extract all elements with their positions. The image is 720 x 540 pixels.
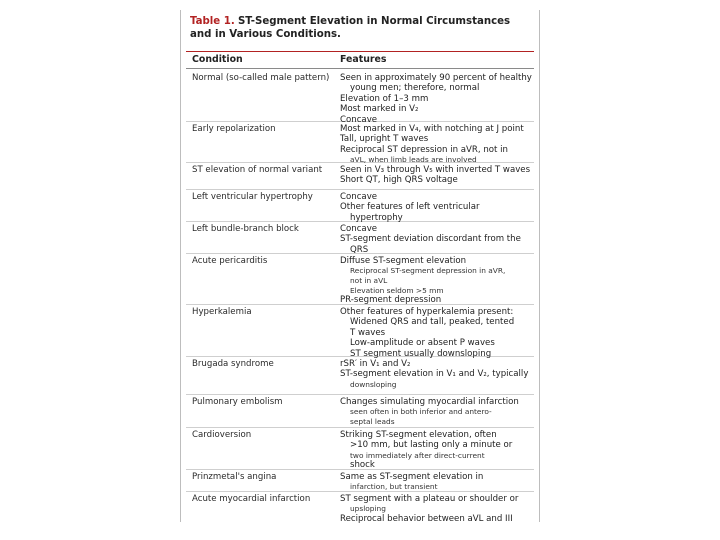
condition-cell: Hyperkalemia xyxy=(192,307,252,317)
feature-line: PR-segment depression xyxy=(340,295,442,306)
feature-line: Low-amplitude or absent P waves xyxy=(350,338,495,349)
table-row xyxy=(186,189,534,222)
features-cell xyxy=(340,224,532,255)
features-cell xyxy=(340,397,532,427)
table-row xyxy=(186,304,534,357)
feature-line: septal leads xyxy=(350,417,395,426)
feature-line: upsloping xyxy=(350,504,386,514)
features-cell xyxy=(340,256,532,306)
feature-line: seen often in both inferior and antero- xyxy=(350,407,492,417)
feature-line: Reciprocal ST depression in aVR, not in xyxy=(340,144,508,155)
feature-line: Elevation seldom >5 mm xyxy=(350,285,444,295)
feature-line: Elevation of 1–3 mm xyxy=(340,93,429,104)
feature-line: >10 mm, but lasting only a minute or xyxy=(350,440,513,451)
condition-cell: ST elevation of normal variant xyxy=(192,165,323,175)
table-row xyxy=(186,121,534,163)
feature-line: rSR′ in V₁ and V₂ xyxy=(340,359,411,369)
table-row xyxy=(186,70,534,125)
features-cell xyxy=(340,192,532,223)
condition-cell: Normal (so-called male pattern) xyxy=(192,73,330,83)
feature-line: Diffuse ST-segment elevation xyxy=(340,256,467,266)
condition-cell: Brugada syndrome xyxy=(192,359,274,369)
table-number: Table 1. xyxy=(190,16,235,27)
feature-line: aVL, when limb leads are involved xyxy=(350,155,477,165)
features-cell xyxy=(340,165,532,186)
table-row xyxy=(186,162,534,190)
feature-line: Striking ST-segment elevation, often xyxy=(340,430,497,440)
feature-line: T waves xyxy=(350,327,386,338)
feature-line: hypertrophy xyxy=(350,212,403,223)
feature-line: ST-segment elevation in V₁ and V₂, typically xyxy=(340,369,529,380)
features-cell xyxy=(340,124,532,165)
feature-line: Concave xyxy=(340,224,378,234)
condition-cell: Early repolarization xyxy=(192,124,276,134)
condition-cell: Prinzmetal's angina xyxy=(192,472,277,482)
column-header-rule xyxy=(186,68,534,69)
table-row xyxy=(186,356,534,395)
feature-line: Other features of left ventricular xyxy=(340,202,480,213)
column-header-condition: Condition xyxy=(192,54,243,65)
table-title-text: ST-Segment Elevation in Normal Circumstances and in Various Conditions. xyxy=(190,16,511,40)
feature-line: Most marked in V₄, with notching at J point xyxy=(340,124,524,134)
condition-cell: Acute myocardial infarction xyxy=(192,494,311,504)
feature-line: two immediately after direct-current xyxy=(350,450,485,460)
feature-line: ST segment usually downsloping xyxy=(350,348,492,359)
condition-cell: Acute pericarditis xyxy=(192,256,268,266)
feature-line: Concave xyxy=(340,114,378,125)
feature-line: Concave xyxy=(340,192,378,202)
condition-cell: Left ventricular hypertrophy xyxy=(192,192,313,202)
column-header-row xyxy=(181,54,539,69)
feature-line: Changes simulating myocardial infarction xyxy=(340,397,519,407)
condition-cell: Pulmonary embolism xyxy=(192,397,283,407)
table-row xyxy=(186,253,534,305)
table-row xyxy=(186,491,534,531)
condition-cell: Cardioversion xyxy=(192,430,252,440)
feature-line: shock xyxy=(350,460,375,471)
feature-line: not in aVL xyxy=(350,276,388,285)
feature-line: Widened QRS and tall, peaked, tented xyxy=(350,317,515,328)
features-cell xyxy=(340,472,532,492)
feature-line: Reciprocal ST-segment depression in aVR, xyxy=(350,266,506,276)
feature-line: Most marked in V₂ xyxy=(340,104,419,115)
feature-line: ST segment with a plateau or shoulder or xyxy=(340,494,519,504)
features-cell xyxy=(340,430,532,471)
table-document xyxy=(180,10,540,522)
table-row xyxy=(186,469,534,492)
table-title xyxy=(190,15,533,41)
feature-line: downsloping xyxy=(350,379,397,389)
feature-line: young men; therefore, normal xyxy=(350,83,480,94)
features-cell xyxy=(340,359,532,389)
feature-line: infarction, but transient xyxy=(350,482,438,492)
features-cell xyxy=(340,73,532,125)
table-row xyxy=(186,427,534,470)
feature-line: Seen in V₃ through V₅ with inverted T waves xyxy=(340,165,531,175)
features-cell xyxy=(340,307,532,359)
feature-line: Seen in approximately 90 percent of healthy xyxy=(340,73,532,83)
feature-line: Short QT, high QRS voltage xyxy=(340,175,458,186)
table-row xyxy=(186,394,534,428)
feature-line: QRS xyxy=(350,244,369,255)
condition-cell: Left bundle-branch block xyxy=(192,224,299,234)
feature-line: ST-segment deviation discordant from the xyxy=(340,234,521,245)
feature-line: Same as ST-segment elevation in xyxy=(340,472,484,482)
column-header-features: Features xyxy=(340,54,387,65)
header-rule xyxy=(186,51,534,52)
table-row xyxy=(186,221,534,254)
features-cell xyxy=(340,494,532,524)
feature-line: Other features of hyperkalemia present: xyxy=(340,307,514,317)
feature-line: Reciprocal behavior between aVL and III xyxy=(340,514,513,524)
feature-line: Tall, upright T waves xyxy=(340,134,429,145)
